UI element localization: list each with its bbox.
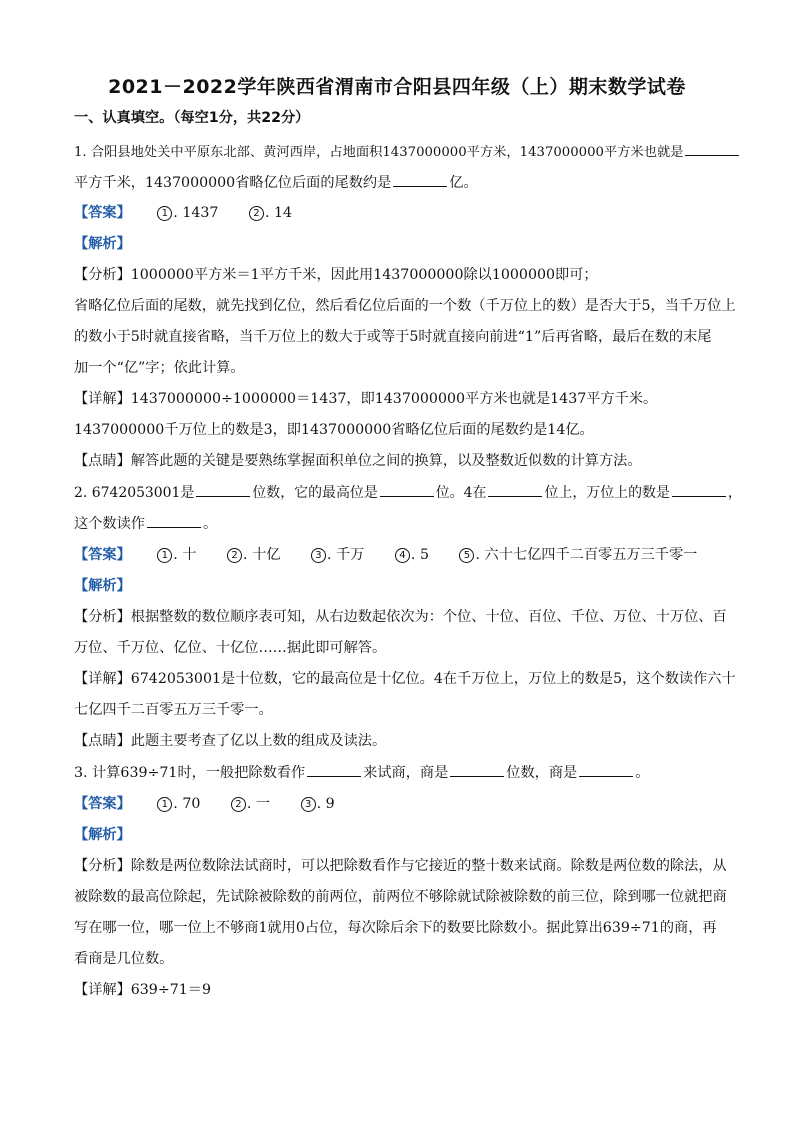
q2-text-f: 这个数读作 (74, 516, 145, 532)
q1-fenxi-3: 的数小于5时就直接省略，当千万位上的数大于或等于5时就直接向前进“1”后再省略，最后在数的末尾 (74, 329, 712, 345)
analysis-tag: 【解析】 (74, 578, 131, 594)
q2-xiangjie-1: 【详解】6742053001是十位数，它的最高位是十亿位。4在千万位上，万位上的数是5，这个数读作六十 (74, 671, 736, 687)
q1-answer-row (74, 203, 318, 223)
answer-value: 千万 (336, 547, 365, 563)
q2-fenxi-2: 万位、千万位、亿位、十亿位……据此即可解答。 (74, 640, 387, 656)
q1-line1 (74, 141, 741, 163)
q3-fenxi-3: 写在哪一位，哪一位上不够商1就用0占位，每次除后余下的数要比除数小。据此算出639÷71的商，再 (74, 920, 717, 936)
q2-dianjing: 【点睛】此题主要考查了亿以上数的组成及读法。 (74, 733, 387, 749)
answer-item: 2 . 一 (231, 796, 270, 812)
answer-value: 一 (255, 796, 271, 812)
q2-text-e: ， (727, 485, 742, 501)
q2-text-c: 位。4在 (435, 485, 487, 501)
page-title: 2021－2022学年陕西省渭南市合阳县四年级（上）期末数学试卷 (108, 76, 686, 98)
q2-blank-3 (488, 482, 542, 497)
answer-value: 70 (182, 796, 201, 812)
circle-number-icon: 1 (157, 797, 172, 812)
q3-answers (157, 796, 360, 812)
q1-xiangjie-2: 1437000000千万位上的数是3，即1437000000省略亿位后面的尾数约是14亿。 (74, 422, 594, 438)
answer-item: 4 . 5 (395, 547, 429, 563)
q1-answers (157, 205, 318, 221)
q2-fenxi-1: 【分析】根据整数的数位顺序表可知，从右边数起依次为：个位、十位、百位、千位、万位、十万位、百 (74, 609, 727, 625)
q1-dianjing: 【点睛】解答此题的关键是要熟练掌握面积单位之间的换算，以及整数近似数的计算方法。 (74, 453, 642, 469)
q3-text-a: 3. 计算639÷71时，一般把除数看作 (74, 765, 306, 781)
q1-blank-2 (393, 172, 447, 187)
circle-number-icon: 2 (231, 797, 246, 812)
answer-item: 3 . 9 (301, 796, 335, 812)
q3-fenxi-2: 被除数的最高位除起，先试除被除数的前两位，前两位不够除就试除被除数的前三位，除到哪一位就把商 (74, 889, 727, 905)
answer-item: 5 . 六十七亿四千二百零五万三千零一 (459, 547, 697, 563)
answer-value: 14 (273, 205, 293, 221)
answer-tag: 【答案】 (74, 205, 131, 221)
q1-text-b: 平方千米，1437000000省略亿位后面的尾数约是 (74, 175, 392, 191)
section-heading: 一、认真填空。（每空1分，共22分） (74, 110, 310, 126)
analysis-tag: 【解析】 (74, 827, 131, 843)
answer-value: 9 (325, 796, 335, 812)
circle-number-icon: 1 (157, 548, 172, 563)
answer-tag: 【答案】 (74, 547, 131, 563)
answer-value: 十亿 (252, 547, 281, 563)
q2-line2 (74, 513, 217, 534)
circle-number-icon: 1 (157, 206, 172, 221)
circle-number-icon: 4 (395, 548, 410, 563)
answer-item: 1 . 1437 (157, 205, 218, 221)
q3-text-b: 来试商，商是 (363, 765, 449, 781)
analysis-tag: 【解析】 (74, 236, 131, 252)
q1-line2 (74, 172, 478, 193)
circle-number-icon: 3 (311, 548, 326, 563)
q3-text-c: 位数，商是 (506, 765, 578, 781)
q3-blank-1 (307, 762, 361, 777)
q1-fenxi-2: 省略亿位后面的尾数，就先找到亿位，然后看亿位后面的一个数（千万位上的数）是否大于5，当千万位上 (74, 298, 736, 314)
answer-tag: 【答案】 (74, 796, 131, 812)
q2-blank-2 (380, 482, 434, 497)
answer-item: 3 . 千万 (311, 547, 364, 563)
q3-answer-row (74, 794, 361, 814)
q3-fenxi-1: 【分析】除数是两位数除法试商时，可以把除数看作与它接近的整十数来试商。除数是两位数的除法，从 (74, 858, 727, 874)
q3-line1 (74, 762, 649, 783)
q2-text-d: 位上，万位上的数是 (544, 485, 670, 501)
answer-item: 1 . 70 (157, 796, 200, 812)
q3-blank-2 (450, 762, 504, 777)
answer-item: 2 . 14 (249, 205, 292, 221)
answer-value: 5 (419, 547, 429, 563)
q3-blank-3 (579, 762, 633, 777)
q2-blank-5 (147, 513, 201, 528)
q2-line1 (74, 482, 742, 503)
circle-number-icon: 5 (459, 548, 474, 563)
q1-fenxi-4: 加一个“亿”字；依此计算。 (74, 360, 245, 376)
q2-text-g: 。 (202, 516, 218, 532)
answer-item: 1 . 十 (157, 547, 196, 563)
q3-fenxi-4: 看商是几位数。 (74, 951, 174, 967)
q2-blank-4 (672, 482, 726, 497)
q1-fenxi-1: 【分析】1000000平方米＝1平方千米，因此用1437000000除以1000000即可； (74, 267, 598, 283)
q3-text-d: 。 (635, 765, 650, 781)
circle-number-icon: 3 (301, 797, 316, 812)
q3-xiangjie: 【详解】639÷71＝9 (74, 982, 211, 998)
answer-item: 2 . 十亿 (227, 547, 280, 563)
q1-text-a: 1. 合阳县地处关中平原东北部、黄河西岸，占地面积1437000000平方米，1437000000平方米也就是 (74, 145, 684, 160)
q1-text-c: 亿。 (449, 175, 478, 191)
q1-xiangjie-1: 【详解】1437000000÷1000000＝1437，即1437000000平方米也就是1437平方千米。 (74, 391, 658, 407)
circle-number-icon: 2 (249, 206, 264, 221)
q2-answers (157, 547, 723, 563)
q2-answer-row (74, 545, 723, 565)
circle-number-icon: 2 (227, 548, 242, 563)
q2-text-a: 2. 6742053001是 (74, 485, 195, 501)
q2-text-b: 位数，它的最高位是 (252, 485, 378, 501)
q1-blank-1 (685, 141, 739, 156)
answer-value: 六十七亿四千二百零五万三千零一 (484, 547, 698, 563)
answer-value: 1437 (182, 205, 219, 221)
q2-xiangjie-2: 七亿四千二百零五万三千零一。 (74, 702, 273, 718)
answer-value: 十 (182, 547, 197, 563)
q2-blank-1 (196, 482, 250, 497)
